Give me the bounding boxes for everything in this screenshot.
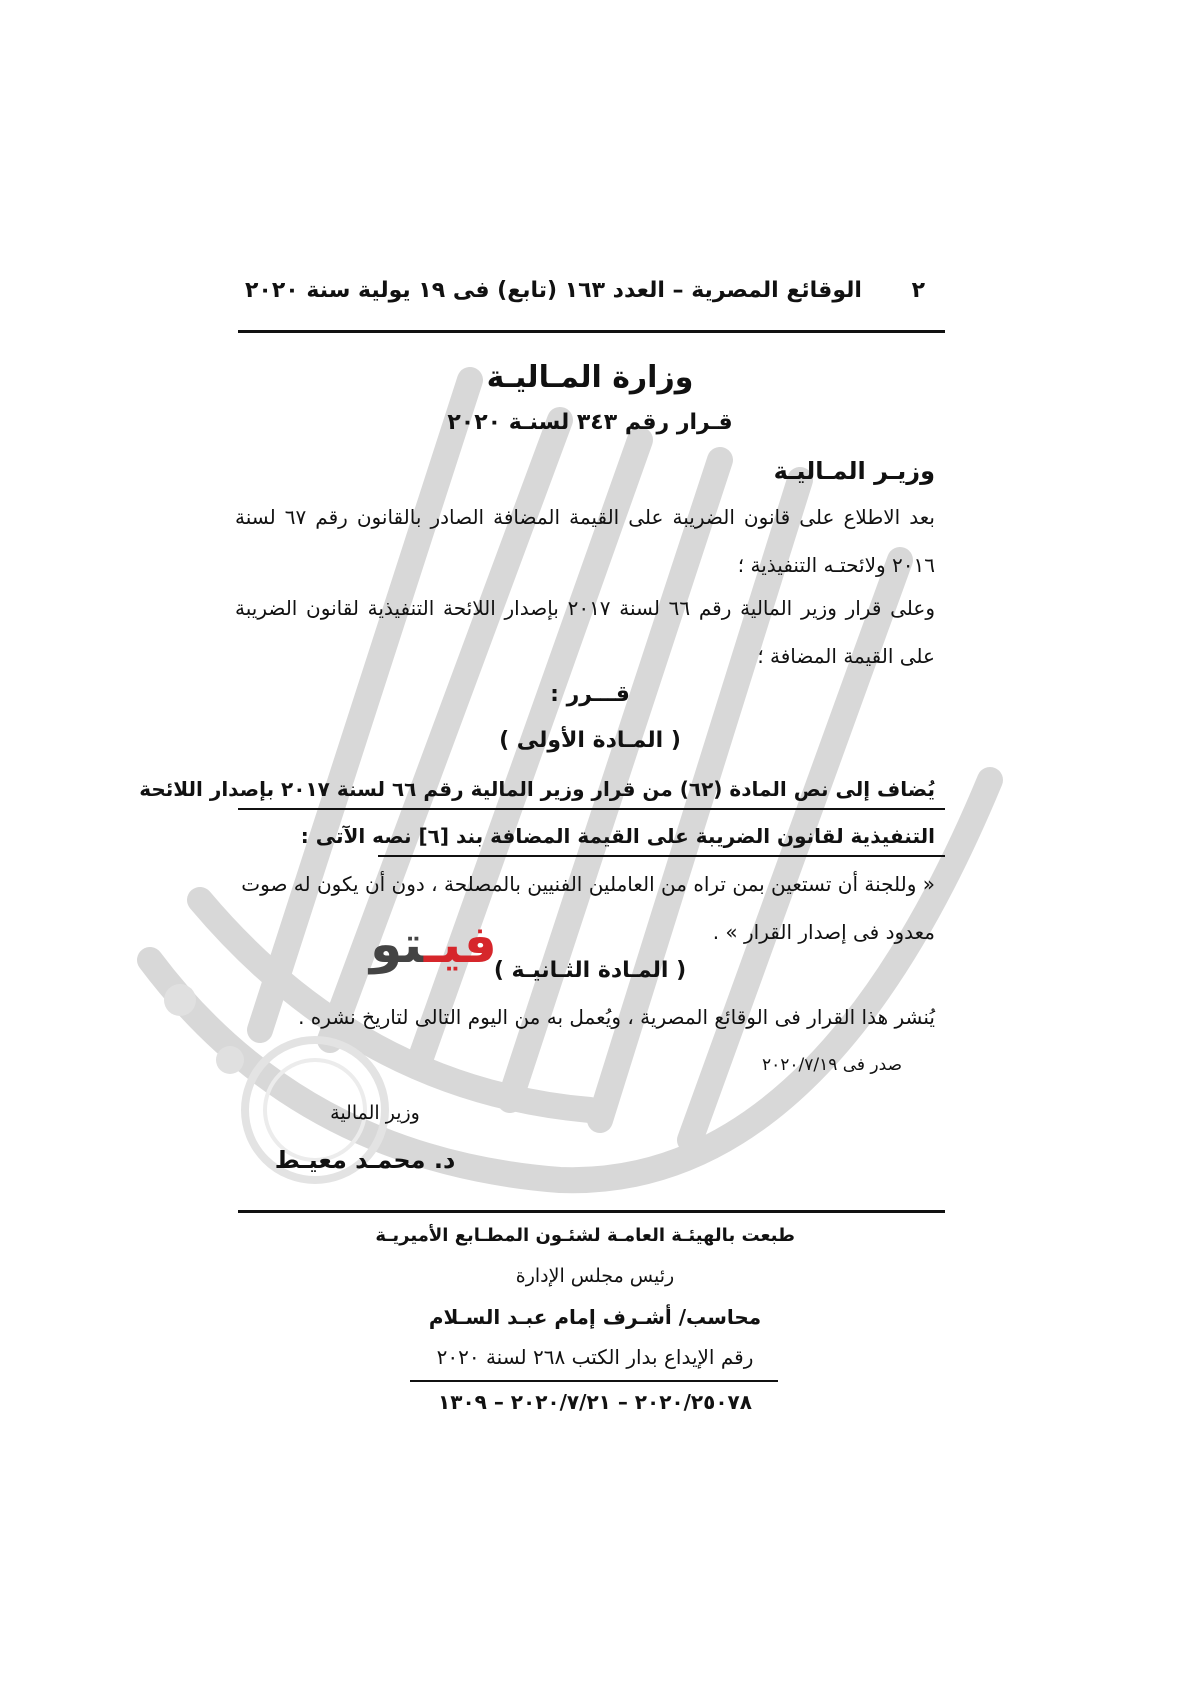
underline-2 — [378, 855, 945, 857]
article-2-text: يُنشر هذا القرار فى الوقائع المصرية ، ويُعمل به من اليوم التالى لتاريخ نشره . — [298, 1005, 935, 1029]
underline-1 — [238, 808, 945, 810]
imprint-rule — [410, 1380, 778, 1382]
article-1-quote-1: « وللجنة أن تستعين بمن تراه من العاملين الفنيين بالمصلحة ، دون أن يكون له صوت — [241, 872, 935, 896]
issue-info: الوقائع المصرية – العدد ١٦٣ (تابع) فى ١٩ يولية سنة ٢٠٢٠ — [245, 278, 862, 303]
preamble-1: بعد الاطلاع على قانون الضريبة على القيمة المضافة الصادر بالقانون رقم ٦٧ لسنة ٢٠١٦ ولائحتـه التنفيذية ؛ — [235, 505, 935, 577]
header-rule — [238, 330, 945, 333]
print-code: ٢٠٢٠/٢٥٠٧٨ – ٢٠٢٠/٧/٢١ – ١٣٠٩ — [438, 1390, 752, 1414]
article-1-quote-2: معدود فى إصدار القرار » . — [712, 920, 935, 944]
preamble-2: وعلى قرار وزير المالية رقم ٦٦ لسنة ٢٠١٧ بإصدار اللائحة التنفيذية لقانون الضريبة على القيمة المضافة ؛ — [235, 596, 935, 668]
article-1-line-2: التنفيذية لقانون الضريبة على القيمة المضافة بند [٦] نصه الآتى : — [300, 824, 935, 848]
article-1-line-1: يُضاف إلى نص المادة (٦٢) من قرار وزير المالية رقم ٦٦ لسنة ٢٠١٧ بإصدار اللائحة — [139, 777, 935, 801]
page-number: ٢ — [911, 278, 925, 303]
decree-title: قـرار رقم ٣٤٣ لسنـة ٢٠٢٠ — [447, 410, 733, 435]
logo-part-1: فيـ — [423, 915, 497, 975]
issue-date: صدر فى ٢٠٢٠/٧/١٩ — [761, 1055, 902, 1075]
logo-part-2: تو — [370, 915, 424, 975]
article-2-title: ( المـادة الثـانيـة ) — [493, 958, 687, 983]
running-header — [245, 278, 925, 303]
deposit-number: رقم الإيداع بدار الكتب ٢٦٨ لسنة ٢٠٢٠ — [436, 1345, 754, 1369]
minister-heading: وزيـر المـاليـة — [773, 457, 935, 485]
signatory-title: وزير المالية — [330, 1102, 420, 1124]
ministry-title: وزارة المـاليـة — [486, 360, 694, 395]
footer-rule — [238, 1210, 945, 1213]
signatory-name: د. محمـد معيـط — [274, 1146, 456, 1174]
article-1-title: ( المـادة الأولى ) — [499, 728, 681, 753]
chairman-name: محاسب/ أشـرف إمام عبـد السـلام — [428, 1305, 762, 1329]
printer: طبعت بالهيئـة العامـة لشئـون المطـابع الأميريـة — [375, 1225, 795, 1246]
decided-heading: قـــرر : — [550, 682, 630, 707]
chairman-title: رئيس مجلس الإدارة — [515, 1265, 675, 1287]
